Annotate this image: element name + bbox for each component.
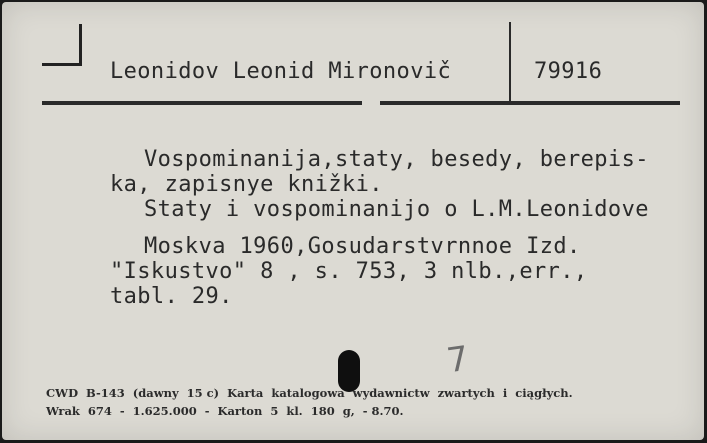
corner-bracket-mark	[42, 24, 84, 68]
footer-line-2: Wrak 674 - 1.625.000 - Karton 5 kl. 180 g, - 8.70.	[46, 404, 404, 418]
pencil-mark: 7	[444, 338, 472, 382]
catalog-card	[2, 2, 704, 440]
header-rule	[42, 101, 680, 105]
imprint-line-2: "Iskustvo" 8 , s. 753, 3 nlb.,err.,	[110, 259, 588, 284]
author-name: Leonidov Leonid Mironovič	[110, 59, 452, 84]
imprint-line-1: Moskva 1960,Gosudarstvrnnoe Izd.	[144, 234, 581, 259]
title-line-1: Vospominanija,staty, besedy, berepis-	[144, 147, 649, 172]
header-divider	[509, 22, 511, 102]
imprint-line-3: tabl. 29.	[110, 284, 233, 309]
title-line-2: ka, zapisnye knižki.	[110, 172, 383, 197]
corner-bracket-vertical	[79, 24, 82, 66]
header-rule-gap	[362, 101, 380, 105]
catalog-number: 79916	[534, 59, 603, 84]
title-line-3: Staty i vospominanijo o L.M.Leonidove	[144, 197, 649, 222]
footer-line-1: CWD B-143 (dawny 15 c) Karta katalogowa wydawnictw zwartych i ciągłych.	[46, 386, 573, 400]
corner-bracket-horizontal	[42, 63, 82, 66]
